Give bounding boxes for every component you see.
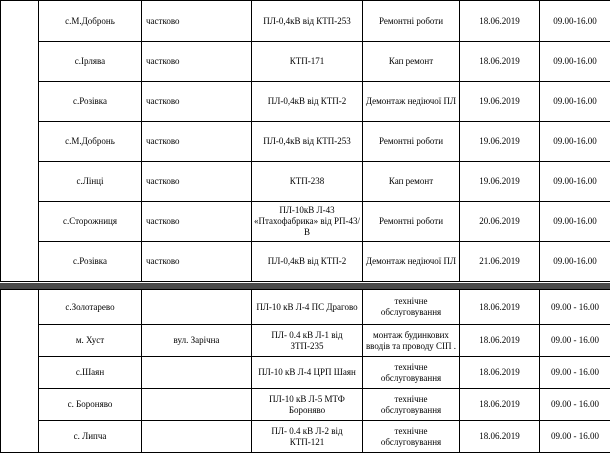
rem-cell-empty [1,290,39,453]
power-line-cell: ПЛ-0,4кВ від КТП-253 [252,122,363,162]
table-row [1,421,610,453]
rem-cell [1,1,39,282]
work-type-cell: технічне обслуговування [363,421,460,453]
power-line-cell: ПЛ- 0.4 кВ Л-2 від КТП-121 [252,421,363,453]
settlement-cell: с.Ірлява [39,42,142,82]
settlement-cell: с.М.Добронь [39,1,142,42]
work-type-cell: технічне обслуговування [363,290,460,325]
time-cell: 09.00-16.00 [540,42,610,82]
work-type-cell: монтаж будинкових вводів та проводу СІП . [363,325,460,357]
street-cell [142,389,252,421]
date-cell: 18.06.2019 [460,421,540,453]
work-type-cell: Кап ремонт [363,162,460,202]
extent-cell: частково [142,122,252,162]
extent-cell: частково [142,202,252,242]
extent-cell: частково [142,242,252,282]
settlement-cell: с.Шаян [39,357,142,389]
time-cell: 09.00-16.00 [540,122,610,162]
power-line-cell: ПЛ-0,4кВ від КТП-2 [252,82,363,122]
time-cell: 09.00 - 16.00 [540,389,610,421]
date-cell: 18.06.2019 [460,357,540,389]
table-row [1,162,610,202]
power-line-cell: КТП-171 [252,42,363,82]
time-cell: 09.00 - 16.00 [540,290,610,325]
table-row [1,389,610,421]
settlement-cell: с.Сторожниця [39,202,142,242]
street-cell: вул. Зарічна [142,325,252,357]
settlement-cell: с.Розівка [39,82,142,122]
work-type-cell: Ремонтні роботи [363,122,460,162]
settlement-cell: с. Липча [39,421,142,453]
street-cell [142,421,252,453]
time-cell: 09.00-16.00 [540,202,610,242]
work-type-cell: Демонтаж недіючої ПЛ [363,82,460,122]
work-type-cell: технічне обслуговування [363,357,460,389]
table-row [1,325,610,357]
work-type-cell: Ремонтні роботи [363,202,460,242]
settlement-cell: с.Лінці [39,162,142,202]
power-line-cell: ПЛ-0,4кВ від КТП-253 [252,1,363,42]
power-line-cell: ПЛ-10кВ Л-43 «Птахофабрика» від РП-43/В [252,202,363,242]
street-cell [142,290,252,325]
power-line-cell: ПЛ-0,4кВ від КТП-2 [252,242,363,282]
table-row [1,1,610,42]
time-cell: 09.00-16.00 [540,162,610,202]
extent-cell: частково [142,42,252,82]
time-cell: 09.00 - 16.00 [540,325,610,357]
settlement-cell: с.Розівка [39,242,142,282]
table-row [1,122,610,162]
date-cell: 18.06.2019 [460,389,540,421]
date-cell: 19.06.2019 [460,122,540,162]
street-cell [142,357,252,389]
settlement-cell: м. Хуст [39,325,142,357]
work-type-cell: технічне обслуговування [363,389,460,421]
power-line-cell: КТП-238 [252,162,363,202]
settlement-cell: с.М.Добронь [39,122,142,162]
time-cell: 09.00-16.00 [540,82,610,122]
extent-cell: частково [142,162,252,202]
work-type-cell: Ремонтні роботи [363,1,460,42]
date-cell: 19.06.2019 [460,162,540,202]
time-cell: 09.00-16.00 [540,242,610,282]
work-type-cell: Кап ремонт [363,42,460,82]
power-line-cell: ПЛ-10 кВ Л-4 ЦРП Шаян [252,357,363,389]
extent-cell: частково [142,1,252,42]
khust-table [0,289,610,453]
date-cell: 18.06.2019 [460,1,540,42]
table-row [1,202,610,242]
table-row [1,242,610,282]
date-cell: 18.06.2019 [460,290,540,325]
table-row [1,42,610,82]
table-row [1,357,610,389]
settlement-cell: с. Бороняво [39,389,142,421]
power-line-cell: ПЛ-10 кВ Л-4 ПС Драгово [252,290,363,325]
extent-cell: частково [142,82,252,122]
table-row [1,290,610,325]
power-line-cell: ПЛ- 0.4 кВ Л-1 від ЗТП-235 [252,325,363,357]
power-line-cell: ПЛ-10 кВ Л-5 МТФ Бороняво [252,389,363,421]
date-cell: 18.06.2019 [460,42,540,82]
work-type-cell: Демонтаж недіючої ПЛ [363,242,460,282]
table-row [1,82,610,122]
date-cell: 20.06.2019 [460,202,540,242]
time-cell: 09.00-16.00 [540,1,610,42]
settlement-cell: с.Золотарево [39,290,142,325]
date-cell: 18.06.2019 [460,325,540,357]
date-cell: 21.06.2019 [460,242,540,282]
time-cell: 09.00 - 16.00 [540,357,610,389]
time-cell: 09.00 - 16.00 [540,421,610,453]
date-cell: 19.06.2019 [460,82,540,122]
